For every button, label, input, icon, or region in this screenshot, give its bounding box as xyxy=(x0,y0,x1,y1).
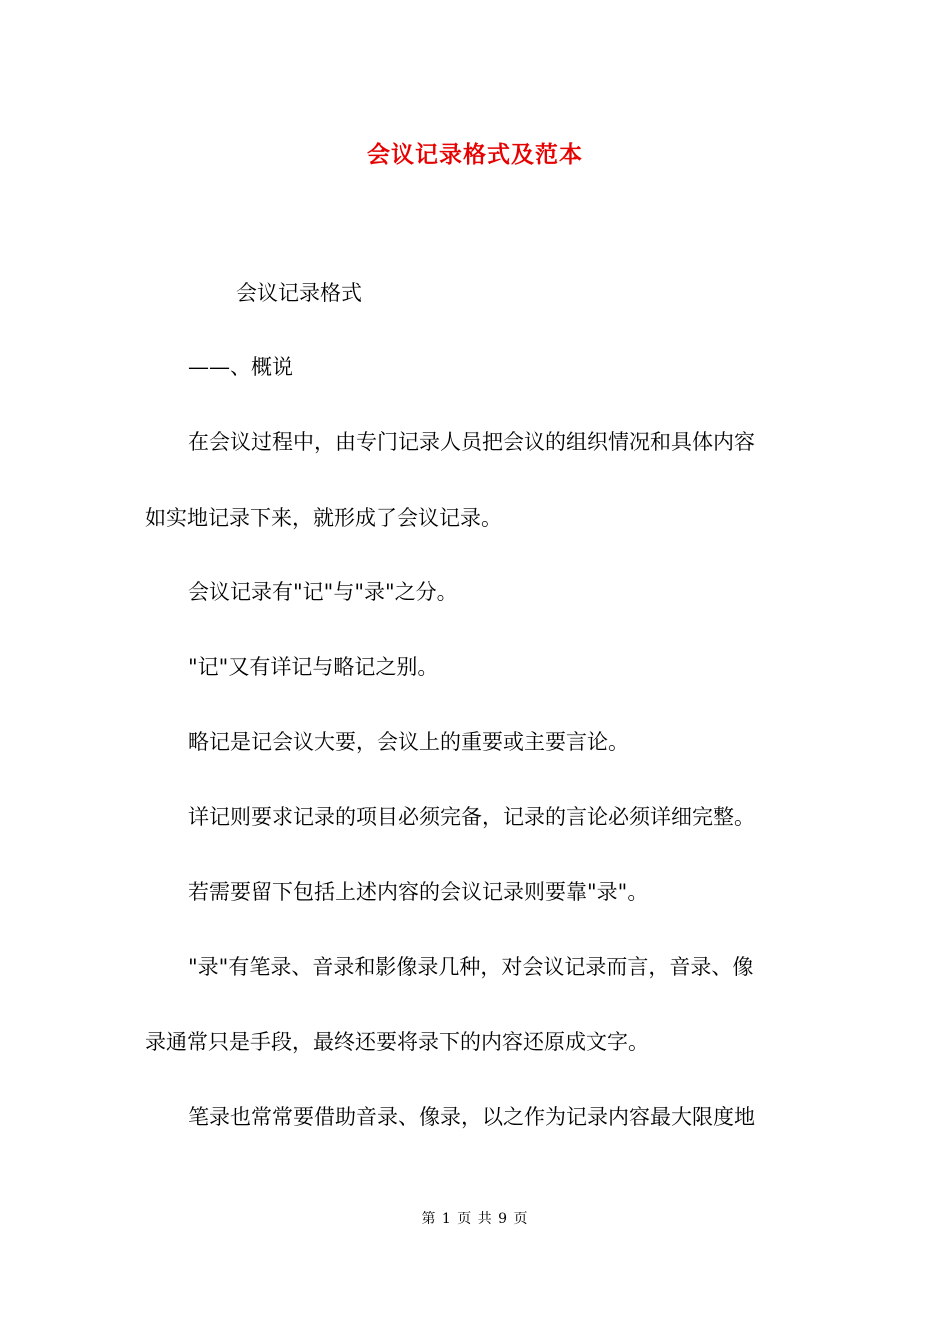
page-number: 第 1 页 共 9 页 xyxy=(421,1211,529,1227)
paragraph-line-6: 详记则要求记录的项目必须完备，记录的言论必须详细完整。 xyxy=(188,805,755,829)
section-overview: ——、概说 xyxy=(188,355,293,379)
paragraph-line-2: 如实地记录下来，就形成了会议记录。 xyxy=(145,506,502,530)
paragraph-line-9: 录通常只是手段，最终还要将录下的内容还原成文字。 xyxy=(145,1030,649,1054)
paragraph-line-1: 在会议过程中，由专门记录人员把会议的组织情况和具体内容 xyxy=(188,430,755,454)
paragraph-line-3: 会议记录有"记"与"录"之分。 xyxy=(188,580,458,604)
paragraph-line-5: 略记是记会议大要，会议上的重要或主要言论。 xyxy=(188,730,629,754)
paragraph-line-10: 笔录也常常要借助音录、像录，以之作为记录内容最大限度地 xyxy=(188,1105,755,1129)
heading-meeting-minutes-format: 会议记录格式 xyxy=(236,281,362,305)
paragraph-line-8: "录"有笔录、音录和影像录几种，对会议记录而言，音录、像 xyxy=(188,955,754,979)
paragraph-line-4: "记"又有详记与略记之别。 xyxy=(188,655,439,679)
paragraph-line-7: 若需要留下包括上述内容的会议记录则要靠"录"。 xyxy=(188,880,649,904)
document-title: 会议记录格式及范本 xyxy=(367,141,583,168)
